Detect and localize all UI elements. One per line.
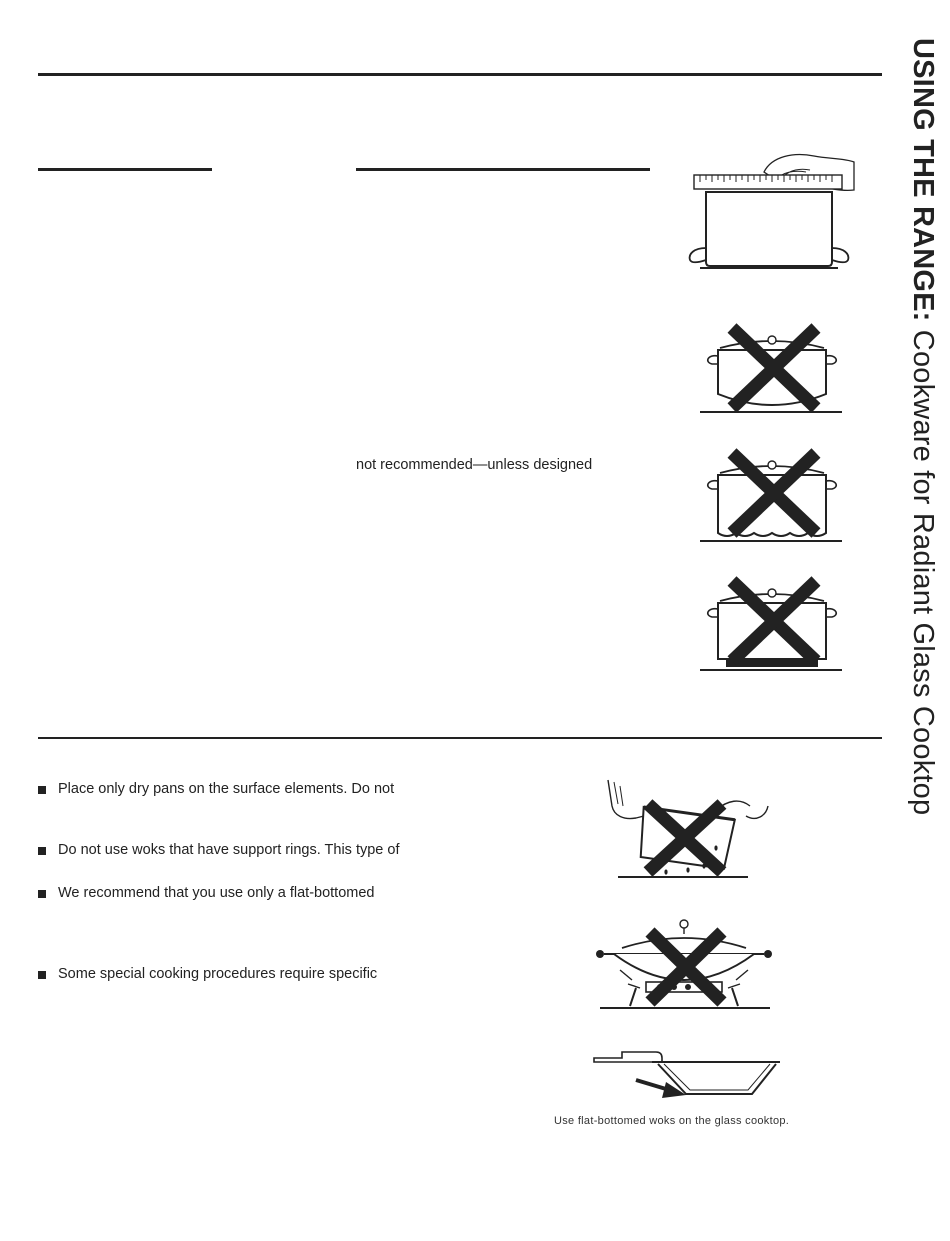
column-heading-rule-right: [356, 168, 650, 171]
flat-bottom-wok-icon: [592, 1050, 780, 1106]
bullet-text: Some special cooking procedures require specific: [58, 966, 378, 982]
section-divider-rule: [38, 737, 882, 739]
ruler-flat-pan-check-icon: [684, 150, 856, 272]
header-rule: [38, 73, 882, 76]
wet-pan-x-icon: [604, 776, 752, 880]
bullet-square-icon: [38, 971, 46, 979]
bullet-text: We recommend that you use only a flat-bottomed: [58, 885, 375, 901]
bullet-square-icon: [38, 847, 46, 855]
bullet-square-icon: [38, 890, 46, 898]
wok-support-ring-x-icon: [590, 918, 776, 1010]
section-title-light: Cookware for Radiant Glass Cooktop: [907, 321, 939, 816]
pan-warped-bottom-x-icon: [700, 447, 844, 543]
pan-rounded-bottom-x-icon: [700, 322, 844, 416]
bullet-text: Do not use woks that have support rings. This type of: [58, 842, 400, 858]
section-title-strong: USING THE RANGE:: [907, 38, 939, 322]
section-title: [906, 38, 939, 815]
wok-figure-caption: Use flat-bottomed woks on the glass cooktop.: [554, 1115, 790, 1127]
bullet-text: Place only dry pans on the surface elements. Do not: [58, 781, 395, 797]
column-heading-rule-left: [38, 168, 212, 171]
cookware-text-fragment: not recommended—unless designed: [356, 457, 593, 473]
pan-raised-ring-x-icon: [700, 575, 844, 673]
bullet-square-icon: [38, 786, 46, 794]
